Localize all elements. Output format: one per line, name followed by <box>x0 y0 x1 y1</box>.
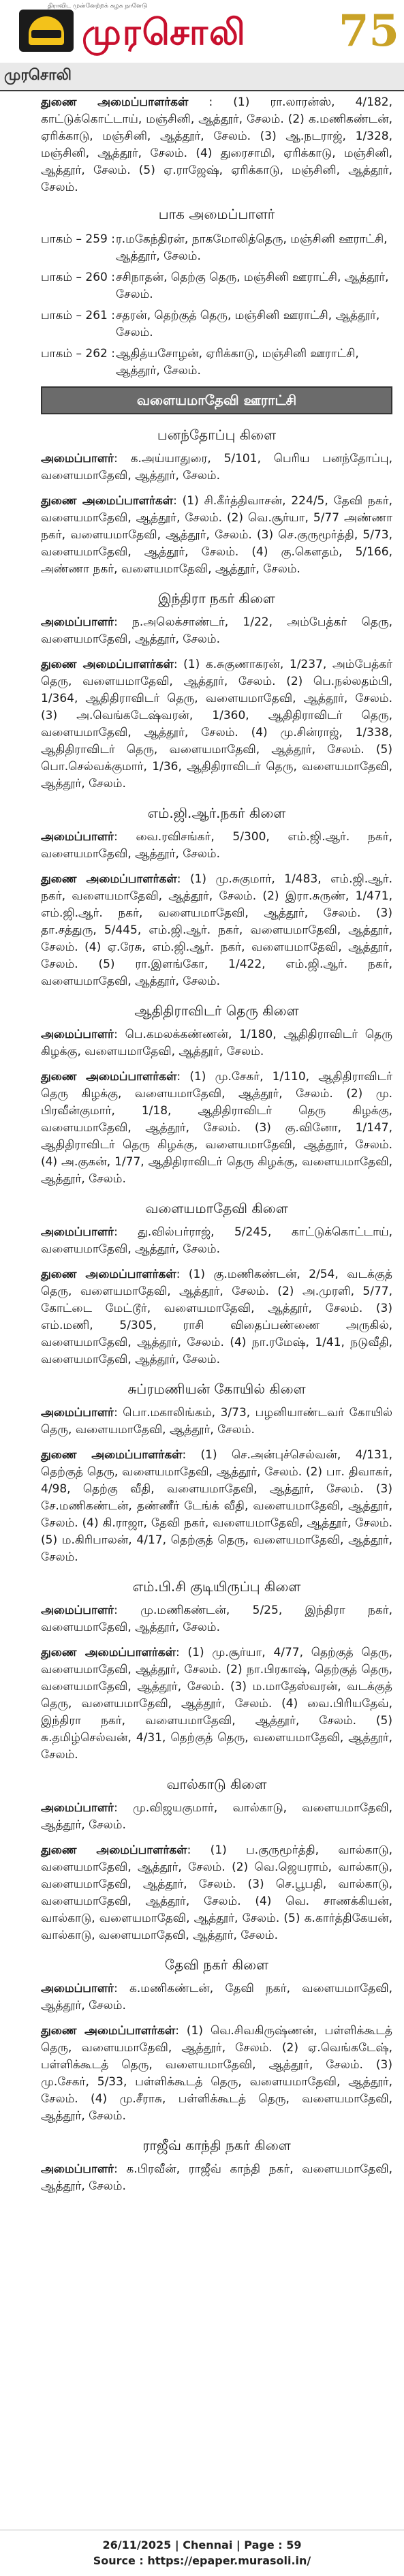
branch-section <box>41 2137 392 2195</box>
branch-deputies <box>41 2023 392 2125</box>
deputy-label: துணை அமைப்பாளர்கள் <box>41 2024 176 2038</box>
branch-title: ராஜீவ் காந்தி நகர் கிளை <box>142 2137 291 2153</box>
branch-organizer <box>41 2161 392 2195</box>
organizer-text: : மு.விஜயகுமார், வால்காடு, வளையமாதேவி, ஆத்தூர், சேலம். <box>41 1801 392 1832</box>
branch-title: தேவி நகர் கிளை <box>164 1957 269 1973</box>
branch-deputies <box>41 1644 392 1764</box>
deputy-text: : (1) சி.கீர்த்திவாசன், 224/5, தேவி நகர், வளையமாதேவி, ஆத்தூர், சேலம். (2) வெ.சூர்யா, 5/77 அண்ணா நகர், வளையமாதேவி, ஆத்தூர், சேலம். (3) செ.குருமூர்த்தி, 5/73, வளையமாதேவி, ஆத்தூர், சேலம். (4) கு.கௌதம், 5/166, அண்ணா நகர், வளையமாதேவி, ஆத்தூர், சேலம். <box>41 494 392 576</box>
masthead-tagline: திராவிட முன்னேற்றக் கழக நாளேடு <box>48 3 148 10</box>
deputy-text: : (1) செ.அன்புச்செல்வன், 4/131, தெற்குத் தெரு, வளையமாதேவி, ஆத்தூர், சேலம். (2) பா. திவாகர், 4/98, தெற்கு வீதி, வளையமாதேவி, ஆத்தூர், சேலம். (3) சே.மணிகண்டன், தண்ணீர் டேங்க் வீதி, வளையமாதேவி, ஆத்தூர், சேலம். (4) கி.ராஜா, தேவி நகர், வளையமாதேவி, ஆத்தூர், சேலம். (5) ம.கிரிபாலன், 4/17, தெற்குத் தெரு, வளையமாதேவி, ஆத்தூர், சேலம். <box>41 1448 392 1564</box>
article-body <box>41 94 392 2203</box>
branch-title: எம்.பி.சி குடியிருப்பு கிளை <box>132 1578 301 1595</box>
booth-row <box>41 307 392 341</box>
branch-organizer <box>41 1980 392 2014</box>
deputy-label: துணை அமைப்பாளர்கள் <box>41 1646 176 1659</box>
deputy-label: துணை அமைப்பாளர்கள் <box>41 1448 183 1462</box>
branch-deputies <box>41 493 392 578</box>
branch-deputies <box>41 656 392 793</box>
deputy-text: : (1) வெ.சிவகிருஷ்ணன், பள்ளிக்கூடத் தெரு, வளையமாதேவி, ஆத்தூர், சேலம். (2) ஏ.வெங்கடேஷ், பள்ளிக்கூடத் தெரு, வளையமாதேவி, ஆத்தூர், சேலம். (3) மு.சேகர், 5/33, பள்ளிக்கூடத் தெரு, வளையமாதேவி, ஆத்தூர், சேலம். (4) மு.சீராசு, பள்ளிக்கூடத் தெரு, வளையமாதேவி, ஆத்தூர், சேலம். <box>41 2024 392 2123</box>
organizer-text: : வை.ரவிசங்கர், 5/300, எம்.ஜி.ஆர். நகர், வளையமாதேவி, ஆத்தூர், சேலம். <box>41 830 392 861</box>
branch-organizer <box>41 1405 392 1439</box>
deputy-label: துணை அமைப்பாளர்கள் <box>41 1070 177 1084</box>
branch-organizer <box>41 1602 392 1636</box>
booth-row <box>41 346 392 380</box>
organizer-label: அமைப்பாளர் <box>41 830 114 844</box>
organizer-label: அமைப்பாளர் <box>41 1982 114 1995</box>
organizer-text: : மு.மணிகண்டன், 5/25, இந்திரா நகர், வளையமாதேவி, ஆத்தூர், சேலம். <box>41 1604 392 1634</box>
branch-section <box>41 1776 392 1944</box>
rising-sun-logo-icon <box>19 10 74 52</box>
branch-deputies <box>41 1266 392 1368</box>
deputy-text: : (1) கு.மணிகண்டன், 2/54, வடக்குத் தெரு, வளையமாதேவி, ஆத்தூர், சேலம். (2) அ.முரளி, 5/77, கோட்டை மேட்டூர், வளையமாதேவி, ஆத்தூர், சேலம். (3) எம்.மணி, 5/305, ராசி விதைப்பண்ணை அருகில், வளையமாதேவி, ஆத்தூர், சேலம். (4) நா.ரமேஷ், 1/41, நடுவீதி, வளையமாதேவி, ஆத்தூர், சேலம். <box>41 1268 392 1366</box>
branch-section <box>41 590 392 793</box>
branch-organizer <box>41 1800 392 1834</box>
branch-deputies <box>41 1842 392 1944</box>
organizer-label: அமைப்பாளர் <box>41 1801 114 1815</box>
organizer-label: அமைப்பாளர் <box>41 1604 114 1617</box>
branch-section <box>41 1381 392 1566</box>
branch-section <box>41 427 392 578</box>
booth-number: பாகம் – 262 : <box>41 347 115 361</box>
deputy-label: துணை அமைப்பாளர்கள் <box>41 95 189 109</box>
newspaper-title: முரசொலி <box>82 12 247 53</box>
organizer-text: : க.பிரவீன், ராஜீவ் காந்தி நகர், வளையமாதேவி, ஆத்தூர், சேலம். <box>41 2162 392 2193</box>
deputy-label: துணை அமைப்பாளர்கள் <box>41 658 174 671</box>
organizer-label: அமைப்பாளர் <box>41 1028 114 1041</box>
organizer-label: அமைப்பாளர் <box>41 452 114 465</box>
deputy-text: : (1) மு.சுகுமார், 1/483, எம்.ஜி.ஆர். நகர், வளையமாதேவி, ஆத்தூர், சேலம். (2) இரா.சுருண், 1/471, எம்.ஜி.ஆர். நகர், வளையமாதேவி, ஆத்தூர், சேலம். (3) தா.சத்துரு, 5/445, எம்.ஜி.ஆர். நகர், வளையமாதேவி, ஆத்தூர், சேலம். (4) ஏ.ரேசு, எம்.ஜி.ஆர். நகர், வளையமாதேவி, ஆத்தூர், சேலம். (5) ரா.இளங்கோ, 1/422, எம்.ஜி.ஆர். நகர், வளையமாதேவி, ஆத்தூர், சேலம். <box>41 872 392 988</box>
branch-organizer <box>41 614 392 648</box>
deputy-text: : (1) க.சுகுணாகரன், 1/237, அம்பேத்கர் தெரு, வளையமாதேவி, ஆத்தூர், சேலம். (2) பெ.நல்லதம்பி, 1/364, ஆதிதிராவிடர் தெரு, வளையமாதேவி, ஆத்தூர், சேலம். (3) அ.வெங்கடேஷ்வரன், 1/360, ஆதிதிராவிடர் தெரு, வளையமாதேவி, ஆத்தூர், சேலம். (4) மு.சின்ராஜ், 1/338, ஆதிதிராவிடர் தெரு, வளையமாதேவி, ஆத்தூர், சேலம். (5) பொ.செல்வக்குமார், 1/36, ஆதிதிராவிடர் தெரு, வளையமாதேவி, ஆத்தூர், சேலம். <box>41 658 392 791</box>
deputy-label: துணை அமைப்பாளர்கள் <box>41 1268 176 1281</box>
branch-organizer <box>41 829 392 863</box>
booth-location: சதரன், தெற்குத் தெரு, மஞ்சினி ஊராட்சி, ஆத்தூர், சேலம். <box>116 309 380 339</box>
booth-location: சசிநாதன், தெற்கு தெரு, மஞ்சினி ஊராட்சி, ஆத்தூர், சேலம். <box>116 271 389 301</box>
deputy-label: துணை அமைப்பாளர்கள் <box>41 1843 187 1857</box>
page-footer <box>0 2530 404 2576</box>
top-paragraph <box>41 94 392 196</box>
organizer-text: : ந.அலெக்சாண்டர், 1/22, அம்பேத்கர் தெரு, வளையமாதேவி, ஆத்தூர், சேலம். <box>41 615 392 646</box>
organizer-text: : பெ.கமலக்கண்ணன், 1/180, ஆதிதிராவிடர் தெரு கிழக்கு, வளையமாதேவி, ஆத்தூர், சேலம். <box>41 1028 392 1058</box>
booth-number: பாகம் – 261 : <box>41 309 115 322</box>
organizer-text: : க.மணிகண்டன், தேவி நகர், வளையமாதேவி, ஆத்தூர், சேலம். <box>41 1982 392 2012</box>
organizer-text: : க.அய்யாதுரை, 5/101, பெரிய பனந்தோப்பு, வளையமாதேவி, ஆத்தூர், சேலம். <box>41 452 392 482</box>
organizer-text: : பொ.மகாலிங்கம், 3/73, பழனியாண்டவர் கோயில் தெரு, வளையமாதேவி, ஆத்தூர், சேலம். <box>41 1406 392 1437</box>
branch-section <box>41 1578 392 1764</box>
booth-location: ஆதித்யசோழன், ஏரிக்காடு, மஞ்சினி ஊராட்சி, ஆத்தூர், சேலம். <box>116 347 359 378</box>
organizer-label: அமைப்பாளர் <box>41 2162 114 2176</box>
booth-number: பாகம் – 260 : <box>41 271 115 284</box>
deputy-text: : (1) ப.குருமூர்த்தி, வால்காடு, வளையமாதேவி, ஆத்தூர், சேலம். (2) வெ.ஜெயராம், வால்காடு, வளையமாதேவி, ஆத்தூர், சேலம். (3) செ.பூபதி, வால்காடு, வளையமாதேவி, ஆத்தூர், சேலம். (4) வெ. சாணக்கியன், வால்காடு, வளையமாதேவி, ஆத்தூர், சேலம். (5) க.கார்த்திகேயன், வால்காடு, வளையமாதேவி, ஆத்தூர், சேலம். <box>41 1843 392 1942</box>
branch-deputies <box>41 871 392 990</box>
panchayat-banner: வளையமாதேவி ஊராட்சி <box>41 386 392 414</box>
booth-location: ர.மகேந்திரன், நாகமோலித்தெரு, மஞ்சினி ஊராட்சி, ஆத்தூர், சேலம். <box>116 232 388 263</box>
date-page-info: 26/11/2025 | Chennai | Page : 59 <box>102 2539 302 2551</box>
branch-title: வளையமாதேவி கிளை <box>145 1200 288 1216</box>
branch-organizer <box>41 1224 392 1258</box>
branch-section <box>41 805 392 990</box>
deputy-text: : (1) ரா.லாரன்ஸ், 4/182, காட்டுக்கொட்டாய், மஞ்சினி, ஆத்தூர், சேலம். (2) க.மணிகண்டன், ஏரிக்காடு, மஞ்சினி, ஆத்தூர், சேலம். (3) ஆ.நடராஜ், 1/328, மஞ்சினி, ஆத்தூர், சேலம். (4) துரைசாமி, ஏரிக்காடு, மஞ்சினி, ஆத்தூர், சேலம். (5) ஏ.ராஜேஷ், ஏரிக்காடு, மஞ்சினி, ஆத்தூர், சேலம். <box>41 95 392 194</box>
organizer-label: அமைப்பாளர் <box>41 615 114 629</box>
branch-section <box>41 1002 392 1188</box>
booth-number: பாகம் – 259 : <box>41 232 115 246</box>
deputy-label: துணை அமைப்பாளர்கள் <box>41 872 177 886</box>
booth-row <box>41 269 392 303</box>
branch-title: பனந்தோப்பு கிளை <box>157 427 277 443</box>
organizer-label: அமைப்பாளர் <box>41 1406 114 1420</box>
anniversary-logo: 75 <box>338 5 399 57</box>
booth-heading: பாக அமைப்பாளர் <box>158 206 275 222</box>
branch-organizer <box>41 450 392 485</box>
branch-organizer <box>41 1026 392 1060</box>
section-title: முரசொலி <box>4 67 72 84</box>
branch-title: இந்திரா நகர் கிளை <box>158 590 275 607</box>
booth-row <box>41 231 392 265</box>
branch-deputies <box>41 1447 392 1566</box>
branch-section <box>41 1957 392 2125</box>
section-header <box>0 63 404 91</box>
branch-deputies <box>41 1069 392 1188</box>
deputy-text: : (1) மு.சேகர், 1/110, ஆதிதிராவிடர் தெரு கிழக்கு, வளையமாதேவி, ஆத்தூர், சேலம். (2) மு. பிரவீன்குமார், 1/18, ஆதிதிராவிடர் தெரு கிழக்கு, வளையமாதேவி, ஆத்தூர், சேலம். (3) கு.வினோ, 1/147, ஆதிதிராவிடர் தெரு கிழக்கு, வளையமாதேவி, ஆத்தூர், சேலம். (4) அ.குகன், 1/77, ஆதிதிராவிடர் தெரு கிழக்கு, வளையமாதேவி, ஆத்தூர், சேலம். <box>41 1070 392 1186</box>
branch-title: எம்.ஜி.ஆர்.நகர் கிளை <box>147 805 286 821</box>
branch-section <box>41 1200 392 1368</box>
masthead <box>0 0 404 68</box>
branch-title: சுப்ரமணியன் கோயில் கிளை <box>127 1381 306 1397</box>
deputy-label: துணை அமைப்பாளர்கள் <box>41 494 174 508</box>
organizer-text: : து.வில்பர்ராஜ், 5/245, காட்டுக்கொட்டாய், வளையமாதேவி, ஆத்தூர், சேலம். <box>41 1225 392 1256</box>
source-url: Source : https://epaper.murasoli.in/ <box>93 2554 311 2567</box>
deputy-text: : (1) மு.சூர்யா, 4/77, தெற்குத் தெரு, வளையமாதேவி, ஆத்தூர், சேலம். (2) நா.பிரகாஷ், தெற்குத் தெரு, வளையமாதேவி, ஆத்தூர், சேலம். (3) ம.மாதேஸ்வரன், வடக்குத் தெரு, வளையமாதேவி, ஆத்தூர், சேலம். (4) வை.பிரியதேவ், இந்திரா நகர், வளையமாதேவி, ஆத்தூர், சேலம். (5) சு.தமிழ்செல்வன், 4/31, தெற்குத் தெரு, வளையமாதேவி, ஆத்தூர், சேலம். <box>41 1646 392 1762</box>
organizer-label: அமைப்பாளர் <box>41 1225 114 1239</box>
branch-title: வால்காடு கிளை <box>166 1776 267 1792</box>
branch-title: ஆதிதிராவிடர் தெரு கிளை <box>134 1002 299 1019</box>
